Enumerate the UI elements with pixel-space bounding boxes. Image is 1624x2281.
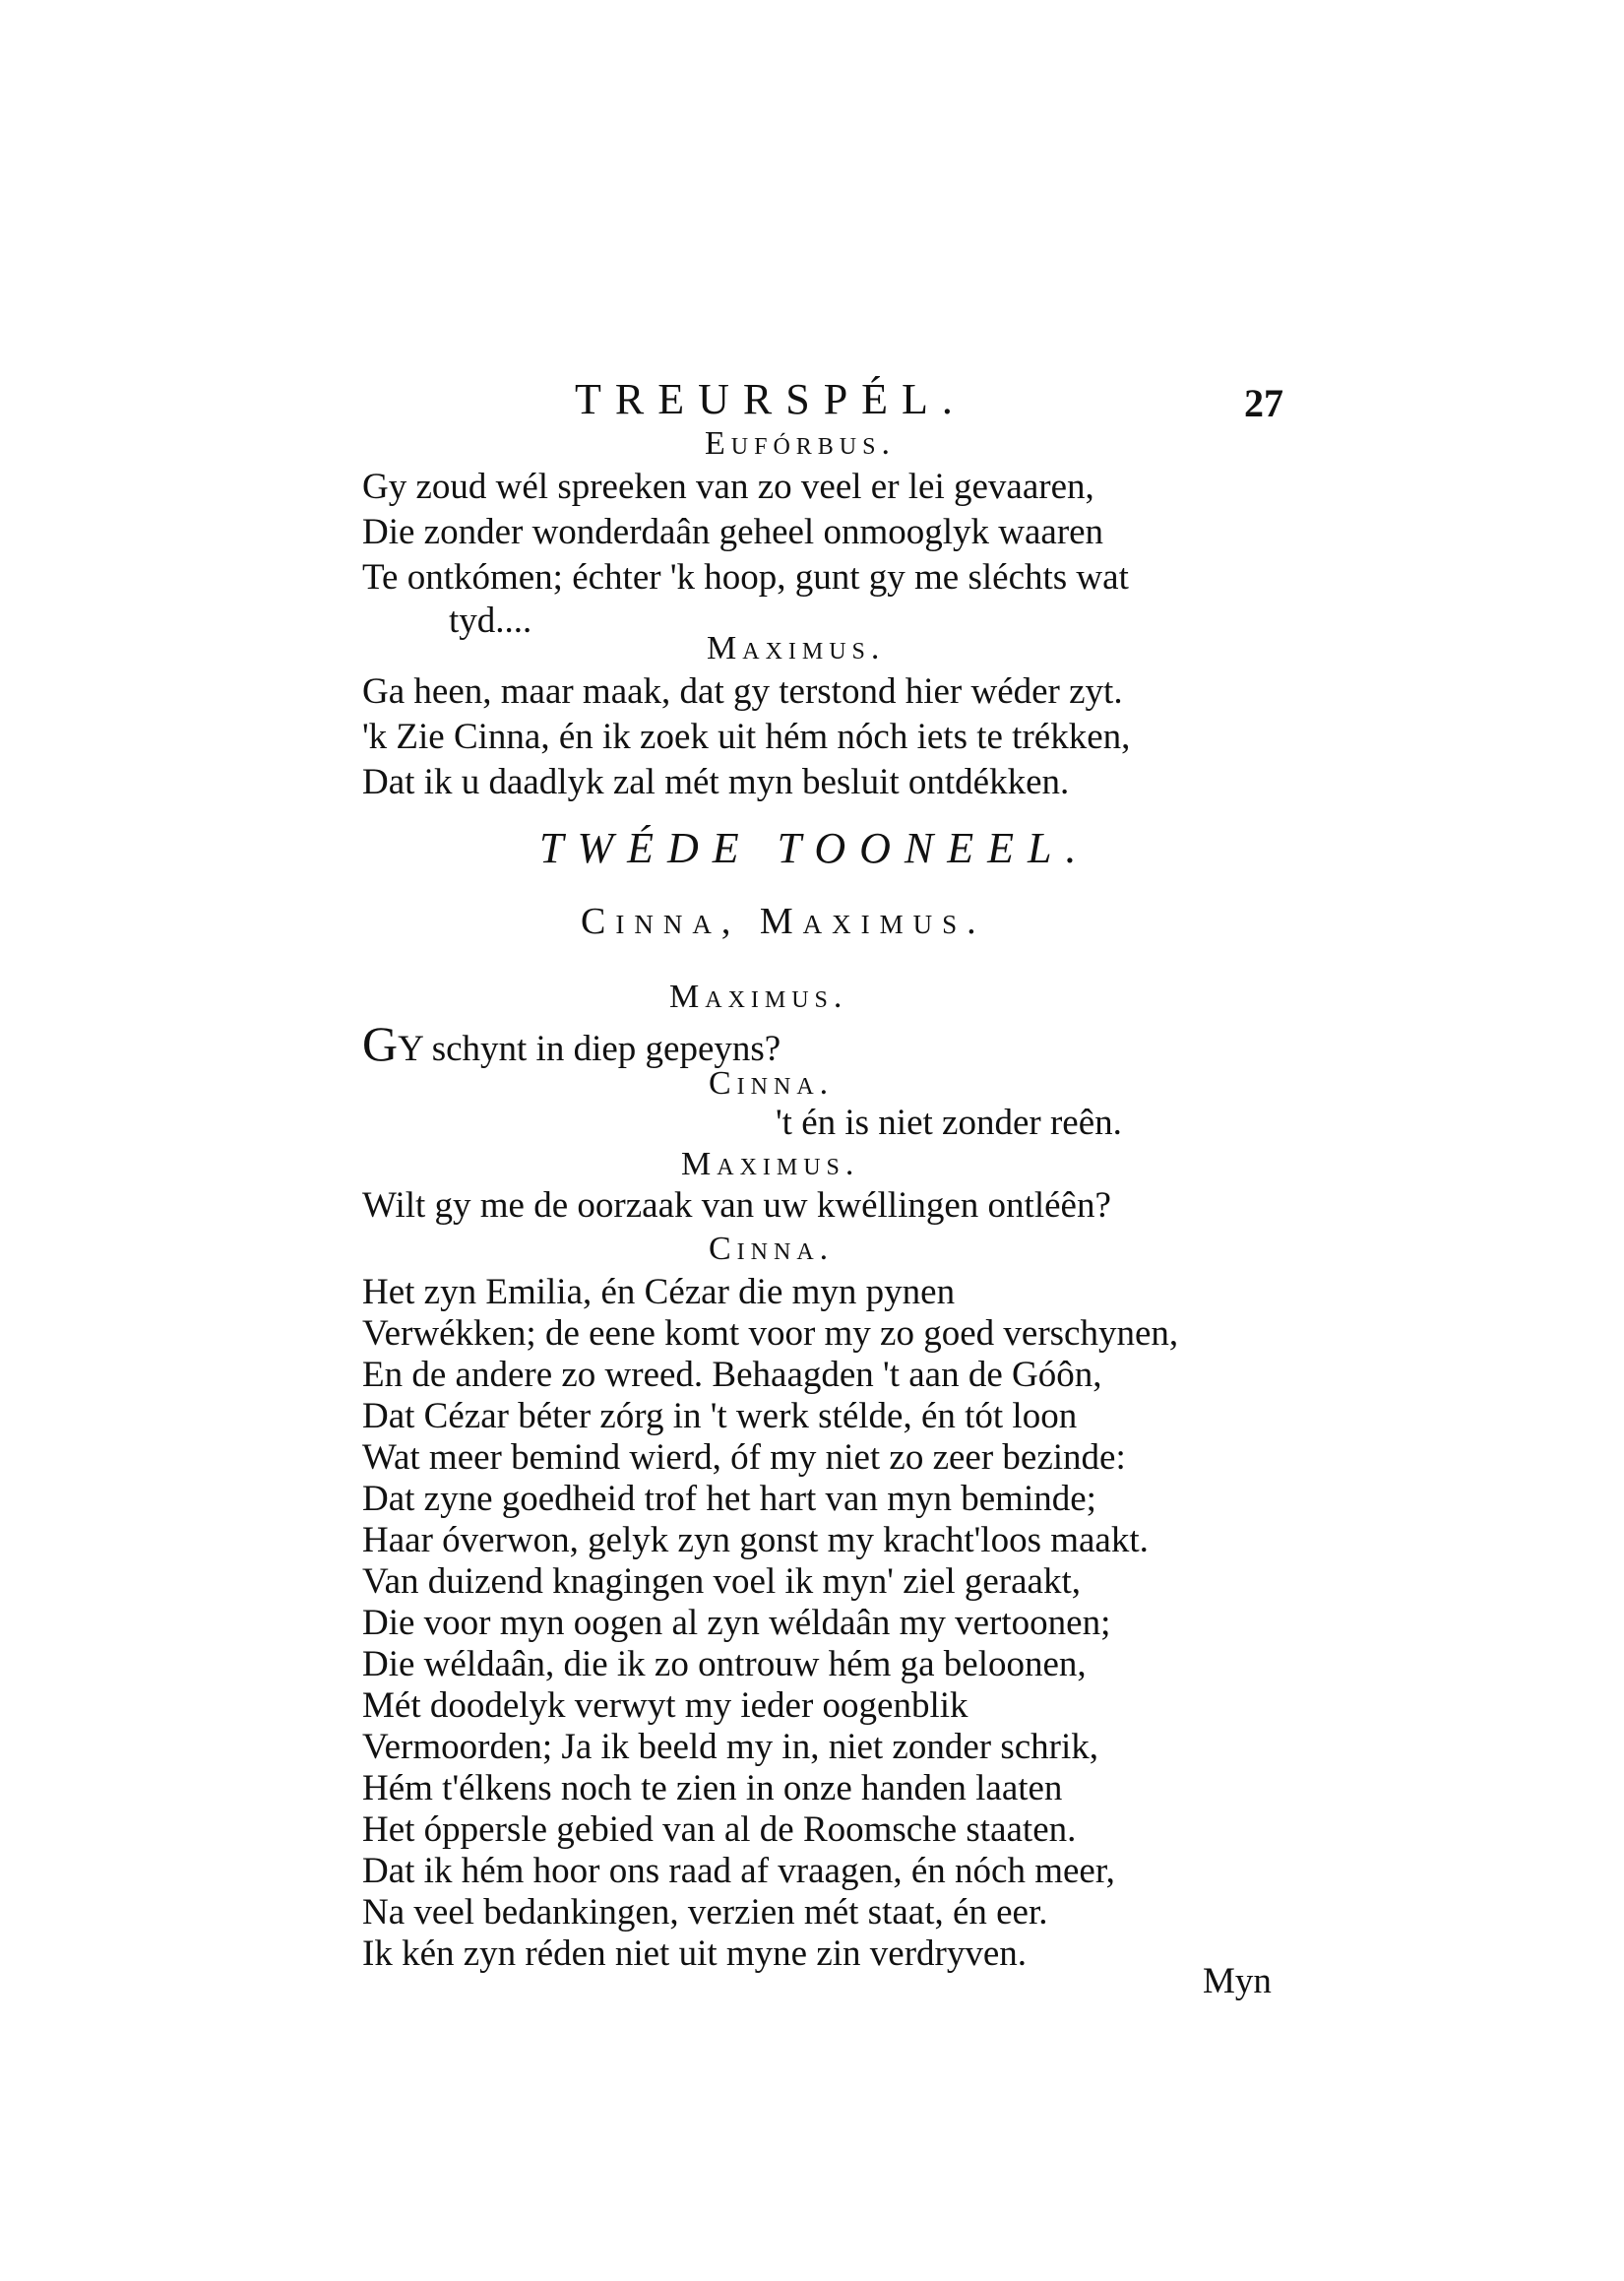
verse-line: Dat Cézar béter zórg in 't werk stélde, én tót loon xyxy=(362,1396,1078,1436)
verse-line: Gy zoud wél spreeken van zo veel er lei gevaaren, xyxy=(362,467,1094,507)
verse-line: Hém t'élkens noch te zien in onze handen laaten xyxy=(362,1768,1063,1808)
scene-heading: TWÉDE TOONEEL. xyxy=(539,824,1091,872)
verse-line: Mét doodelyk verwyt my ieder oogenblik xyxy=(362,1685,968,1726)
verse-line: Wilt gy me de oorzaak van uw kwéllingen ontléên? xyxy=(362,1185,1111,1226)
verse-line: Haar óverwon, gelyk zyn gonst my kracht'loos maakt. xyxy=(362,1520,1149,1560)
verse-line: Die voor myn oogen al zyn wéldaân my vertoonen; xyxy=(362,1603,1111,1643)
verse-line: Dat ik hém hoor ons raad af vraagen, én nóch meer, xyxy=(362,1851,1115,1891)
speaker-name: Eufórbus. xyxy=(705,425,896,462)
verse-line: Te ontkómen; échter 'k hoop, gunt gy me sléchts wat xyxy=(362,557,1129,598)
verse-line: Verwékken; de eene komt voor my zo goed verschynen, xyxy=(362,1313,1179,1354)
verse-line: Die wéldaân, die ik zo ontrouw hém ga beloonen, xyxy=(362,1644,1087,1684)
verse-line: Dat ik u daadlyk zal mét myn besluit ontdékken. xyxy=(362,762,1070,802)
verse-line: Na veel bedankingen, verzien mét staat, én eer. xyxy=(362,1892,1048,1933)
verse-line: Ga heen, maar maak, dat gy terstond hier wéder zyt. xyxy=(362,671,1123,712)
verse-line: Die zonder wonderdaân geheel onmooglyk waaren xyxy=(362,512,1104,552)
verse-line: Vermoorden; Ja ik beeld my in, niet zonder schrik, xyxy=(362,1727,1099,1767)
page-number: 27 xyxy=(1244,381,1283,425)
verse-line: Ik kén zyn réden niet uit myne zin verdryven. xyxy=(362,1933,1028,1974)
verse-line: Wat meer bemind wierd, óf my niet zo zeer bezinde: xyxy=(362,1437,1126,1478)
verse-line: tyd.... xyxy=(449,601,532,641)
verse-line: Het zyn Emilia, én Cézar die myn pynen xyxy=(362,1272,956,1312)
speaker-name: Maximus. xyxy=(669,979,848,1015)
running-head xyxy=(0,370,1624,429)
verse-line: Dat zyne goedheid trof het hart van myn beminde; xyxy=(362,1479,1096,1519)
speaker-name: Cinna. xyxy=(709,1065,835,1102)
verse-line: 'k Zie Cinna, én ik zoek uit hém nóch iets te trékken, xyxy=(362,717,1131,757)
drop-cap: G xyxy=(362,1016,399,1071)
verse-line: Van duizend knagingen voel ik myn' ziel geraakt, xyxy=(362,1561,1081,1602)
verse-line: 't én is niet zonder reên. xyxy=(776,1103,1122,1143)
verse-line-rest: Y schynt in diep gepeyns? xyxy=(398,1029,781,1069)
scene-cast: Cinna, Maximus. xyxy=(581,901,986,942)
speaker-name: Maximus. xyxy=(681,1146,860,1182)
catchword: Myn xyxy=(1203,1961,1272,2001)
speaker-name: Maximus. xyxy=(707,630,886,666)
speaker-name: Cinna. xyxy=(709,1231,835,1267)
running-title: TREURSPÉL. xyxy=(575,375,967,423)
verse-line: Het óppersle gebied van al de Roomsche staaten. xyxy=(362,1809,1077,1850)
verse-line: En de andere zo wreed. Behaagden 't aan de Góôn, xyxy=(362,1355,1102,1395)
